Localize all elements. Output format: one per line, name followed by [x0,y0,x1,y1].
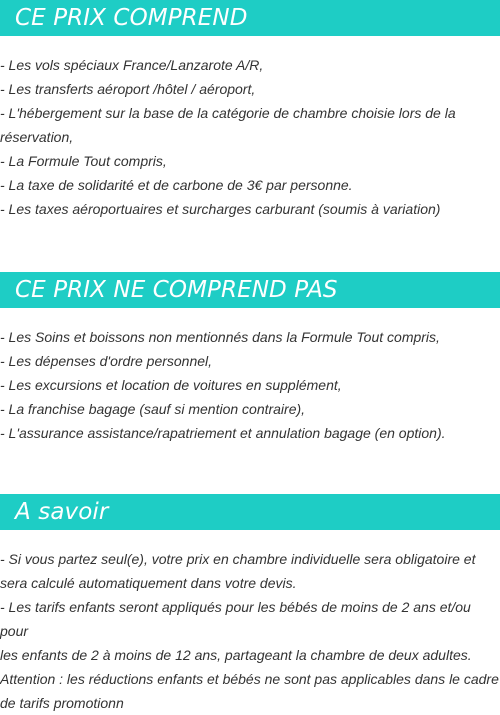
list-line: - Les vols spéciaux France/Lanzarote A/R, [0,57,264,73]
section-title: CE PRIX COMPREND [15,5,248,31]
section-price-excludes [0,272,500,445]
list-line: de tarifs promotionn [0,695,124,711]
list-line: - L'assurance assistance/rapatriement et annulation bagage (en option). [0,425,446,441]
list-line: - La franchise bagage (sauf si mention contraire), [0,401,306,417]
section-good-to-know [0,494,500,715]
section-header [0,272,500,308]
section-title: CE PRIX NE COMPREND PAS [15,277,338,303]
list-line: les enfants de 2 à moins de 12 ans, partageant la chambre de deux adultes. [0,647,472,663]
section-title: A savoir [15,499,109,525]
section-body [0,547,500,715]
section-body [0,53,500,221]
list-line: - Les dépenses d'ordre personnel, [0,353,213,369]
list-line: réservation, [0,129,74,145]
list-line: sera calculé automatiquement dans votre devis. [0,575,297,591]
list-line: - La taxe de solidarité et de carbone de 3€ par personne. [0,177,353,193]
list-line: - L'hébergement sur la base de la catégorie de chambre choisie lors de la [0,105,456,121]
list-line: Attention : les réductions enfants et bébés ne sont pas applicables dans le cadre [0,671,499,687]
list-line: - Les excursions et location de voitures en supplément, [0,377,342,393]
list-line: - Les transferts aéroport /hôtel / aéroport, [0,81,256,97]
list-line: - Les Soins et boissons non mentionnés dans la Formule Tout compris, [0,329,440,345]
section-header [0,494,500,530]
list-line: - La Formule Tout compris, [0,153,167,169]
section-body [0,325,500,445]
list-line: - Les taxes aéroportuaires et surcharges carburant (soumis à variation) [0,201,441,217]
section-price-includes [0,0,500,221]
list-line: - Si vous partez seul(e), votre prix en chambre individuelle sera obligatoire et [0,551,476,567]
list-line: - Les tarifs enfants seront appliqués pour les bébés de moins de 2 ans et/ou pour [0,599,471,639]
section-header [0,0,500,36]
